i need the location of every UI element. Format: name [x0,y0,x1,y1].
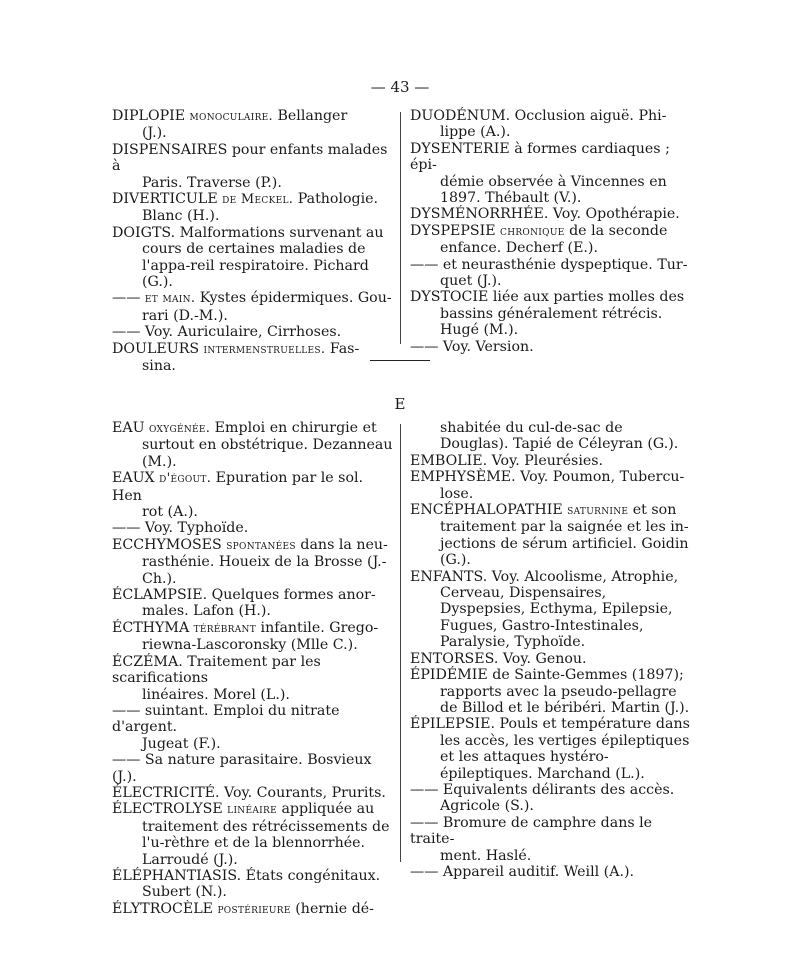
entry-text: Version. [475,338,534,355]
entry-text: Voy. Opothérapie. [548,206,680,223]
entry-continuation: males. Lafon (H.). [142,603,271,620]
entry-text: Appareil auditif. Weill (A.). [442,863,635,880]
index-entry [410,782,692,815]
entry-qualifier: de Meckel. [217,192,294,208]
index-column-top-left [112,108,394,375]
entry-head: ÉPILEPSIE. [410,716,496,733]
entry-continuation: Paris. Traverse (P.). [142,174,282,191]
entry-continuation: bassins généralement rétrécis. Hugé (M.). [440,305,663,339]
entry-head: ENTORSES. [410,650,499,667]
entry-text: appliquée au [276,801,375,818]
entry-text: suintant. Emploi du nitrate d'argent. [112,702,340,736]
entry-text: États congénitaux. [241,867,381,884]
index-entry [410,864,692,880]
entry-text: de Sainte-Gemmes (1897); [487,667,684,684]
entry-text: Equivalents délirants des accès. [442,781,675,798]
entry-qualifier: d'égout. [154,471,212,487]
entry-text: dans la neu- [295,536,388,553]
index-entry [112,324,394,340]
entry-text: Emploi en chirurgie et [210,420,377,436]
entry-continuation: traitement des rétrécissements de l'u-rèthre et de la blennorrhée. Larroudé (J.). [142,818,390,868]
entry-text: Auriculaire, Cirrhoses. [177,324,342,341]
index-entry [112,191,394,225]
index-entry [112,108,394,142]
index-entry [112,752,394,785]
index-entry [112,785,394,801]
entry-qualifier: térébrant [189,620,257,636]
entry-head: EMPHYSÈME. [410,469,516,486]
entry-head: DIVERTICULE [112,191,218,208]
entry-continuation: linéaires. Morel (L.). [142,686,290,703]
entry-head: DOIGTS. [112,224,176,241]
entry-continuation: ment. Haslé. [440,847,532,864]
entry-text: à formes cardiaques ; épi- [410,140,670,174]
entry-text: et neurasthénie dyspeptique. Tur- [442,256,688,273]
entry-head: ENFANTS. [410,568,488,585]
entry-head: DISPENSAIRES [112,141,228,158]
index-entry [112,868,394,901]
index-entry [112,901,394,918]
column-divider-bottom [400,424,401,862]
section-rule [370,360,430,361]
entry-continuation: surtout en obstétrique. Dezanneau (M.). [142,437,393,470]
entry-text: Malformations survenant au [175,224,384,241]
index-entry [410,502,692,569]
entry-continuation: traitement par la saignée et les in-jections de sérum artificiel. Goidin (G.). [440,519,689,569]
entry-continuation: lose. [440,485,474,502]
entry-qualifier: et main. [144,291,196,307]
entry-text: infantile. Grego- [256,619,379,636]
entry-continuation: Agricole (S.). [440,798,534,815]
index-column-bottom-right [410,420,692,880]
entry-continuation: riewna-Lascoronsky (Mlle C.). [142,637,358,654]
entry-continuation: enfance. Decherf (E.). [440,240,598,257]
entry-head: DIPLOPIE [112,108,186,124]
index-entry [410,108,692,141]
entry-head: ÉLYTROCÈLE [112,900,214,917]
entry-text: Traitement par les scarifications [112,653,321,687]
entry-head: ÉCZÉMA. [112,653,183,670]
index-entry [112,420,394,470]
index-entry [112,537,394,587]
entry-head: —— [112,290,145,307]
entry-head: —— [112,702,145,719]
index-entry [410,716,692,782]
index-entry [410,289,692,338]
index-entry [112,620,394,654]
index-entry [112,801,394,868]
index-entry [410,569,692,651]
entry-text: Quelques formes anor- [207,587,376,604]
entry-head: EAU [112,420,145,436]
entry-continuation: rari (D.-M.). [142,307,228,324]
entry-continuation: lippe (A.). [440,124,511,141]
entry-head: DYSMÉNORRHÉE. [410,206,549,223]
entry-head: —— [410,256,443,273]
entry-text: Voy. Poumon, Tubercu- [515,469,685,486]
entry-head: DYSENTERIE [410,140,510,157]
entry-continuation: Blanc (H.). [142,208,220,225]
entry-text: liée aux parties molles des [488,289,685,306]
entry-qualifier: linéaire [222,802,277,818]
entry-continuation: rot (A.). [142,504,198,521]
index-entry [410,420,692,453]
entry-head: —— Voy. [410,338,476,355]
index-entry [410,651,692,667]
entry-continuation: rapports avec la pseudo-pellagre de Billod et le béribéri. Martin (J.). [440,683,690,716]
entry-text: Voy. Alcoolisme, Atrophie, [487,568,679,585]
entry-text: Voy. Courants, Prurits. [219,784,386,801]
page-number: — 43 — [370,78,430,96]
entry-head: EAUX [112,470,155,487]
entry-text: Kystes épidermiques. Gou- [195,290,392,307]
entry-continuation: démie observée à Vincennes en 1897. Thébault (V.). [440,173,667,207]
entry-continuation: rasthénie. Houeix de la Brosse (J.-Ch.). [142,554,387,587]
entry-head: —— Voy. [112,520,178,537]
entry-head: DUODÉNUM. [410,108,511,124]
entry-continuation: (J.). [142,125,167,142]
entry-head: ÉCLAMPSIE. [112,587,208,604]
index-entry [410,141,692,207]
entry-text: Bromure de camphre dans le traite- [410,814,653,848]
entry-text: Voy. Genou. [498,650,587,667]
entry-head: —— Voy. [112,324,178,341]
entry-text: pour enfants malades à [112,141,388,175]
entry-head: ENCÉPHALOPATHIE [410,502,563,519]
entry-head: ÉLECTRICITÉ. [112,784,220,801]
entry-text: (hernie dé- [290,900,374,917]
index-entry [410,339,692,355]
entry-text: Voy. Pleurésies. [487,452,604,469]
entry-head: ÉPIDÉMIE [410,667,488,684]
entry-continuation: quet (J.). [440,273,502,290]
entry-head: DOULEURS [112,340,200,357]
index-entry [112,470,394,520]
entry-qualifier: postérieure [213,901,291,917]
entry-continuation: Subert (N.). [142,884,227,901]
entry-qualifier: monoculaire. [185,109,273,124]
entry-text: Bellanger [272,108,348,124]
index-entry [112,142,394,191]
section-letter: E [394,395,406,413]
entry-text: Fas- [325,340,360,357]
entry-head: —— [410,863,443,880]
index-entry [112,341,394,375]
entry-continuation: Cerveau, Dispensaires, Dyspepsies, Ecthyma, Epilepsie, Fugues, Gastro-Intestinales, Paralysie, Typhoïde. [440,585,673,651]
column-divider-top [400,112,401,344]
index-entry [112,225,394,291]
entry-text: Typhoïde. [177,520,249,537]
index-entry [410,469,692,502]
entry-continuation: Jugeat (F.). [142,735,221,752]
entry-head: ÉCTHYMA [112,619,190,636]
entry-head: DYSTOCIE [410,289,489,306]
index-column-bottom-left [112,420,394,918]
index-entry [112,290,394,324]
entry-continuation: les accès, les vertiges épileptiques et les attaques hystéro-épileptiques. Marchand (L.). [440,732,690,782]
entry-text: Pouls et température dans [495,716,690,733]
entry-qualifier: intermenstruelles. [199,341,326,357]
entry-qualifier: oxygénée. [144,421,211,436]
entry-continuation: shabitée du cul-de-sac de Douglas). Tapié de Céleyran (G.). [440,420,679,453]
index-entry [410,815,692,864]
index-column-top-right [410,108,692,355]
index-entry [410,206,692,222]
index-entry [410,223,692,257]
index-entry [112,520,394,536]
index-entry [410,257,692,290]
index-entry [410,453,692,469]
entry-qualifier: chronique [495,223,565,239]
entry-text: Epuration par le sol. Hen [112,470,364,504]
index-entry [112,587,394,620]
entry-continuation: sina. [142,358,176,375]
entry-qualifier: spontanées [221,537,296,553]
entry-text: et son [628,502,677,519]
entry-head: —— [410,781,443,798]
entry-text: de la seconde [564,222,668,239]
entry-text: Pathologie. [293,191,379,208]
entry-text: Sa nature parasitaire. Bosvieux (J.). [112,752,372,785]
entry-head: ÉLÉPHANTIASIS. [112,867,242,884]
index-entry [112,654,394,703]
entry-qualifier: saturnine [562,503,629,519]
entry-head: —— [112,752,145,769]
index-entry [410,667,692,716]
entry-continuation: cours de certaines maladies de l'appa-reil respiratoire. Pichard (G.). [142,241,369,291]
entry-head: —— [410,814,443,831]
entry-head: DYSPEPSIE [410,222,496,239]
entry-head: ÉLECTROLYSE [112,801,223,818]
entry-head: ECCHYMOSES [112,536,222,553]
entry-text: Occlusion aiguë. Phi- [510,108,667,124]
entry-head: EMBOLIE. [410,452,488,469]
index-entry [112,703,394,752]
